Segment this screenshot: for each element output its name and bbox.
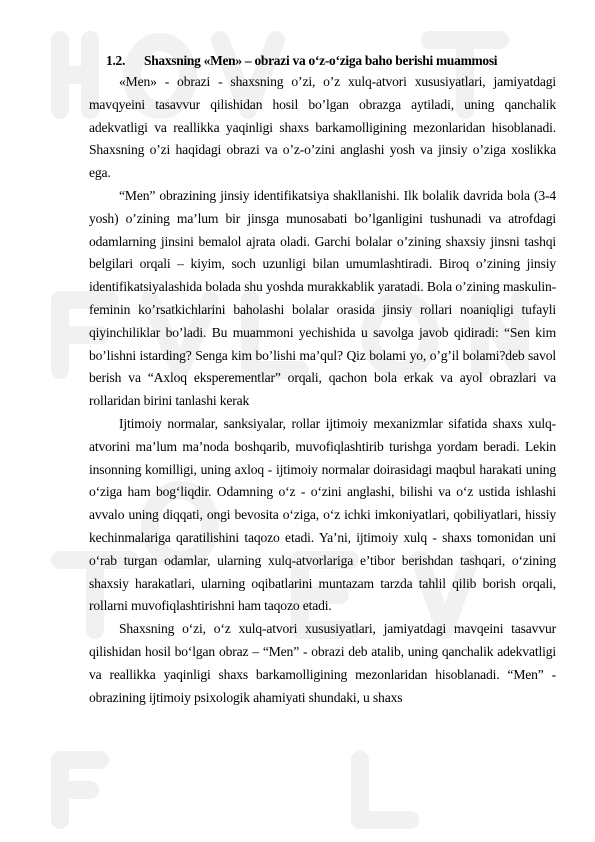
document-page xyxy=(89,50,556,709)
paragraph-men-obrazi-definition: «Men» - obrazi - shaxsning o’zi, o’z xulq-atvori xususiyatlari, jamiyatdagi mavqyeini tasavvur qilishidan hosil bo’lgan obrazga aytiladi, uning qanchalik adekvatligi va reallikka yaqinligi shaxs barkamolligining mezonlaridan hisoblanadi. Shaxsning o’zi haqidagi obrazi va o’z-o’zini anglashi yosh va jinsiy o’ziga xoslikka ega. xyxy=(89,74,556,181)
paragraph-self-image: Shaxsning o‘zi, o‘z xulq-atvori xususiyatlari, jamiyatdagi mavqeini tasavvur qilishidan hosil bo‘lgan obraz – “Men” - obrazi deb atalib, uning qanchalik adekvatligi va reallikka yaqinligi shaxs barkamolligining mezonlaridan hisoblanadi. “Men” - obrazining ijtimoiy psixologik ahamiyati shundaki, u shaxs xyxy=(89,621,556,705)
section-heading xyxy=(106,50,556,71)
paragraph-social-norms: Ijtimoiy normalar, sanksiyalar, rollar ijtimoiy mexanizmlar sifatida shaxs xulq-atvorini ma’lum ma’noda boshqarib, muvofiqlashtirib turishga yordam beradi. Lekin insonning komilligi, uning axloq - ijtimoiy normalar doirasidagi maqbul harakati uning o‘ziga ham bog‘liqdir. Odamning o‘z - o‘zini anglashi, bilishi va o‘z ustida ishlashi avvalo uning diqqati, ongi bevosita o‘ziga, o‘z ichki imkoniyatlari, qobiliyatlari, hissiy kechinmalariga qaratilishini taqozo etadi. Ya’ni, ijtimoiy xulq - shaxs tomonidan uni o‘rab turgan odamlar, ularning xulq-atvorlariga e’tibor berishdan tashqari, o‘zining shaxsiy harakatlari, ularning oqibatlarini muntazam tarzda tahlil qilib borish orqali, rollarni muvofiqlashtirishni ham taqozo etadi. xyxy=(89,415,556,614)
section-number: 1.2. xyxy=(106,53,126,68)
section-title: Shaxsning «Men» – obrazi va o‘z-o‘ziga baho berishi muammosi xyxy=(144,53,498,68)
paragraph-gender-identification: “Men” obrazining jinsiy identifikatsiya shakllanishi. Ilk bolalik davrida bola (3-4 yosh) o’zining ma’lum bir jinsga munosabati bo’lganligini tushunadi va atrofdagi odamlarning jinsini bemalol ajrata oladi. Garchi bolalar o’zining shaxsiy jinsni tashqi belgilari orqali – kiyim, soch uzunligi bilan umumlashtiradi. Biroq o’zining jinsiy identifikatsiyalashida bolada shu yoshda murakkablik yaratadi. Bola o’zining maskulin-feminin ko’rsatkichlarini baholashi bolalar orasida jinsiy rollari noaniqligi tufayli qiyinchiliklar bo’ladi. Bu muammoni yechishida u savolga javob qidiradi: “Sen kim bo’lishni istarding? Senga kim bo’lishi ma’qul? Qiz bolami yo, o’g’il bolami?deb savol berish va “Axloq eksperementlar” orqali, qachon bola erkak va ayol obrazlari va rollaridan birini tanlashi kerak xyxy=(89,187,556,409)
